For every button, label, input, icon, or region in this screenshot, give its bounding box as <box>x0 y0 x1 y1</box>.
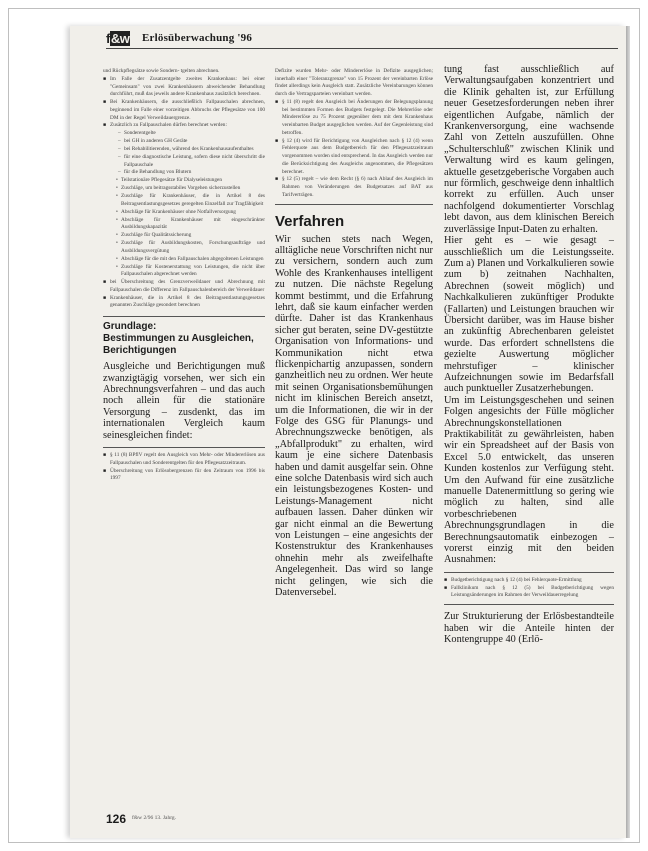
list-item <box>103 122 265 279</box>
list-item: • Teilstationäre Pflegesätze für Dialyseleistungen <box>116 177 265 185</box>
list-item: • Zuschläge für Kostenerstattung von Leistungen, die nicht über Fallpauschalen abgerechnet werden <box>116 264 265 279</box>
box-rule <box>103 447 265 448</box>
body-paragraph: Zur Strukturierung der Erlösbestandteile haben wir die Anteile hinten der Kontengruppe 40 (Erlö- <box>444 611 614 645</box>
logo-mark <box>106 31 130 46</box>
column-middle <box>275 68 433 844</box>
logo-f: f <box>106 31 110 46</box>
box-rule <box>444 604 614 605</box>
list-item: ■ § 11 (8) regelt den Ausgleich bei Änderungen der Belegungsplanung bei bestimmten Formen des Budgets festgelegt. Die Mehrerlöse oder Mindererlöse zu 75 Prozent gegenüber dem mit dem Krankenhaus vereinbarten Budget ausgeglichen werden. Auf der Gegenleistung sind betroffen. <box>275 99 433 138</box>
logo-w: &w <box>110 31 130 46</box>
box-rule <box>275 204 433 205</box>
list-item: – für eine diagnostische Leistung, sofern diese nicht überschritt die Fallpauschale <box>118 154 265 169</box>
body-paragraph: Ausgleiche und Berichtigungen muß zwanzigtägig vorsehen, wer sich ein Abrechnungsverfahren – und das auch noch allein für die stationäre Versorgung – zusdenkt, das im internationalen Vergleich kaum seinesgleichen findet: <box>103 361 265 441</box>
section-heading: Bestimmungen zu Ausgleichen, Berichtigungen <box>103 333 254 357</box>
column-right <box>444 64 614 851</box>
box-rule <box>444 572 614 573</box>
body-paragraph: Um im Leistungsgeschehen und seinen Folgen angesichts der Fülle möglicher Abrechnungskonstellationen Praktikabilität zu gewährleisten, haben wir ein Spreadsheet auf der Basis von Excel 5.0 entwickelt, das unseren Kunden kostenlos zur Verfügung steht. Um den Aufwand für eine zusätzliche manuelle Datenermittlung so gering wie möglich zu halten, sind alle vorbeschriebenen Abrechnungsgrundlagen in die Berechnungsautomatik einbezogen – vorerst einzig mit den beiden Ausnahmen: <box>444 394 614 566</box>
list-item: ■ Budgetberichtigung nach § 12 (4) bei Fehlerquote-Ermittlung <box>444 577 614 585</box>
list-item: – für die Behandlung von Blutern <box>118 169 265 177</box>
list-item: ■ § 12 (5) regelt – wie dem Recht (§ 6) nach Ablauf des Ausgleich im Rahmen von Veränderungen des Budgetsatzes auf BAT aus Tarifverträgen. <box>275 176 433 199</box>
page-footer <box>106 806 266 826</box>
list-item: ■ Bei Krankenhäusern, die ausschließlich Fallpauschalen abrechnen, beginnend im Falle einer vorzeitigen Abbruchs der Pflegesätze von 100 DM in der Regel Verweildauergrenze. <box>103 99 265 122</box>
regulation-list-box <box>103 68 265 310</box>
body-paragraph: tung fast ausschließlich auf Verwaltungsaufgaben konzentriert und die Klinik gehalten ist, zur Erfüllung neuer Gesetzesforderungen neben ihrer eigentlichen Aufgabe, nämlich der Krankenversorgung, eine wachsende Zahl von Zetteln auszufüllen. Ohne „Schulterschluß" zwischen Klinik und Verwaltung wird es kaum gelingen, aktuelle gesetzgeberische Vorgaben auch nur förmlich, geschweige denn inhaltlich korrekt zu erfüllen. Auch unser nachfolgend dokumentierter Vorschlag lebt davon, aus dem klinischen Bereich zuverlässige Input-Daten zu erhalten. <box>444 64 614 235</box>
continuation-text: Defizite wurden Mehr- oder Mindererlöse in Defizite ausgeglichen; innerhalb einer "Toleranzgrenze" von 15 Prozent der vereinbarten Erlöse findet allerdings kein Ausgleich statt. Zusätzliche Vereinbarungen können durch die Vertragsparteien vereinbart werden. <box>275 68 433 98</box>
list-item: ■ Fallklinikum nach § 12 (5) bei Budgetberichtigung wegen Leistungsänderungen im Rahmen der Verweildauerregelung <box>444 585 614 600</box>
list-item: • Zuschläge für Qualitätssicherung <box>116 232 265 240</box>
list-item: ■ bei Überschreitung des Grenzverweildauer und Abrechnung mit Fallpauschalen die Differenz im Fallpauschalenbereich der Verweildauer <box>103 279 265 294</box>
section-label: Grundlage: <box>103 321 157 333</box>
list-item: – bei Rehabilitierenden, während des Krankenhausaufenthaltes <box>118 146 265 154</box>
list-item-text: Zusätzlich zu Fallpauschalen dürfen berechnet werden: <box>110 122 227 129</box>
exception-box <box>444 577 614 600</box>
dash-list <box>118 130 265 177</box>
page-number: 126 <box>106 812 127 826</box>
list-item: – Sonderentgelte <box>118 130 265 138</box>
list-item: • Zuschläge für Krankenhäuser, die in Artikel 8 des Beitragsentlastungsgesetzes geregelten Einzelfall zur Tragfähigkeit <box>116 193 265 208</box>
bullet-list <box>103 452 265 483</box>
list-item: ■ § 12 (4) wird für Berichtigung von Ausgleichen nach § 12 (4) wenn Fehlerquote aus dem Budgetbereich für den Pflegesatzzeitraum vorgenommen worden sind entsprechend. In das Ausgleich werden nur die Berücksichtigung des Ausgleichs angenommen, die Pflegesätzen berechnet. <box>275 138 433 177</box>
list-item: • Abschläge für die mit den Fallpauschalen abgegoltenen Leistungen <box>116 256 265 264</box>
section-heading: Verfahren <box>275 212 345 230</box>
bullet-list <box>103 76 265 310</box>
list-item: ■ Im Falle der Zusatzentgelte zweites Krankenhaus: bei einer "Gemeinsam" von zwei Krankenhäusern abweichender Behandlung durchführt, muß das jeweils andere Krankenhaus zusätzlich berechnen. <box>103 76 265 99</box>
list-item: ■ Krankenhäuser, die in Artikel 8 des Beitragsentlastungsgesetzes genannten Zuschläge gesondert berechnen <box>103 295 265 310</box>
magazine-page <box>70 26 626 838</box>
list-item: • Abschläge für Krankenhäuser mit eingeschränkter Ausbildungskapazität <box>116 217 265 232</box>
list-item: ■ Überschreitung von Erlösobergrenzen für den Zeitraum von 1996 bis 1997 <box>103 468 265 483</box>
list-item: – bei GH in anderen GH Geräte <box>118 138 265 146</box>
list-item: ■ § 11 (8) BPflV regelt den Ausgleich von Mehr- oder Mindererlösen aus Fallpauschalen und Sonderentgelten für den Pflegesatzzeitraum. <box>103 452 265 467</box>
box-rule <box>103 316 265 317</box>
column-left <box>103 68 265 796</box>
regulation-list-box-cont <box>275 68 433 200</box>
list-item: • Zuschläge für Ausbildungskosten, Forschungsaufträge und Ausbildungsvergütung <box>116 240 265 255</box>
issue-info: f&w 2/96 13. Jahrg. <box>132 815 177 821</box>
bullet-list <box>275 99 433 200</box>
body-paragraph: Hier geht es – wie gesagt – ausschließlich um die Leistungsseite. Zum a) Planen und Vorkalkulieren sowie zum b) zeitnahen Nachhalten, Abrechnen (soweit möglich) und Nachkalkulieren zukünftiger Produkte (Fallarten) und Leistungen brauchen wir Übersicht darüber, was im Hause bisher an zukünftig Abrechenbaren geleistet wurde. Das erfordert schnellstens die gezielte Auswertung möglicher mehrstufiger – klinischer Aufzeichnungen sowie im Bedarfsfall auch punktueller Zusatzerhebungen. <box>444 235 614 395</box>
list-item: • Abschläge für Krankenhäuser ohne Notfallversorgung <box>116 209 265 217</box>
page-header <box>106 29 618 49</box>
regulation-box <box>103 452 265 483</box>
bullet-list <box>444 577 614 600</box>
intro-fragment: und Rückpflegsätze sowie Sondern- tgelten abrechnen. <box>103 68 220 74</box>
body-paragraph: Wir suchen stets nach Wegen, alltägliche neue Vorschriften nicht nur zu versichern, sondern auch zum Wohle des Krankenhauses intelligent zu nutzen. Die nächste Regelung kommt bestimmt, und die Erfahrung lehrt, daß sie kaum einfacher werden dürfte. Daher ist das Krankenhaus sicher gut beraten, seine DV-gestützte Organisation von Informations- und Kommunikation nicht etwa flickenpichartig anzupassen, sondern ganzheitlich neu zu ordnen. Wer heute mit seinen Organisationsbemühungen nicht im klinischen Bereich ansetzt, um die Informationen, die wir in der Folge des GSG für Planungs- und Abrechnungszwecke benötigen, als „Abfallprodukt" zu erhalten, wird kaum je eine sichere Datenbasis haben und damit ausgelfar sein. Ohne eine solche Datenbasis wird sich auch ein leistungsbezogenes Kosten- und Leistungs-Management nicht aufbauen lassen. Daher dünken wir gar nicht einmal an die Bewertung von Leistungen – eine angesichts der Kostenstruktur des Krankenhauses ohnehin mehr als zweifelhafte Angelegenheit. Das wird so lange nicht gelingen, wie sich die Datenversebel. <box>275 233 433 599</box>
list-item: • Zuschläge, um beitragsstabiles Vorgehen sicherzustellen <box>116 185 265 193</box>
running-title: Erlösüberwachung '96 <box>142 32 253 44</box>
dot-list <box>116 177 265 279</box>
header-rule <box>106 48 618 49</box>
